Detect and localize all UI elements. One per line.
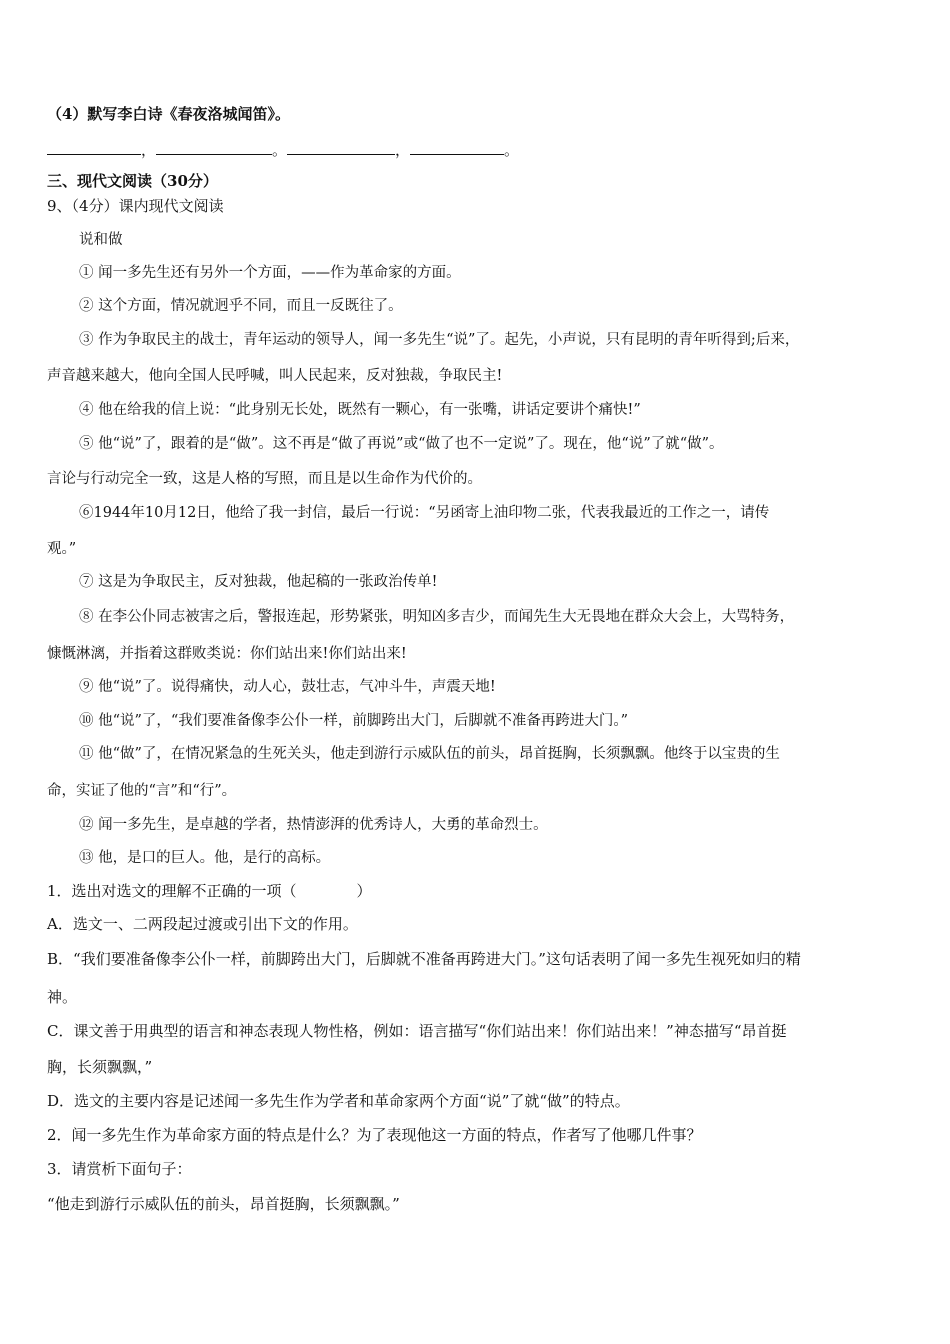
paragraph-12: ⑫ 闻一多先生，是卓越的学者，热情澎湃的优秀诗人，大勇的革命烈士。 [79, 817, 548, 833]
paragraph-2: ② 这个方面，情况就迥乎不同，而且一反既往了。 [79, 298, 403, 314]
paragraph-1: ① 闻一多先生还有另外一个方面，——作为革命家的方面。 [79, 265, 461, 281]
paragraph-11: ⑪ 他“做”了，在情况紧急的生死关头，他走到游行示威队伍的前头，昂首挺胸，长须飘飘。他终于以宝贵的生 [79, 746, 780, 762]
paragraph-13: ⑬ 他，是口的巨人。他，是行的高标。 [79, 850, 331, 866]
paragraph-7: ⑦ 这是为争取民主，反对独裁，他起稿的一张政治传单! [79, 574, 438, 590]
paragraph-8: ⑧ 在李公仆同志被害之后，警报连起，形势紧张，明知凶多吉少，而闻先生大无畏地在群众大会上，大骂特务， [79, 609, 795, 625]
sub-question-3: 3．请赏析下面句子： [47, 1160, 192, 1178]
paragraph-10: ⑩ 他“说”了，“我们要准备像李公仆一样，前脚跨出大门，后脚就不准备再跨进大门。” [79, 713, 629, 729]
paragraph-3-cont: 声音越来越大，他向全国人民呼喊，叫人民起来，反对独裁，争取民主! [47, 368, 503, 384]
blank-separator: ， [141, 141, 157, 159]
paragraph-6-cont: 观。” [47, 541, 77, 557]
paragraph-9: ⑨ 他“说”了。说得痛快，动人心，鼓壮志，气冲斗牛，声震天地! [79, 679, 496, 695]
question-9-title: 9、（4分）课内现代文阅读 [47, 197, 224, 215]
paragraph-8-cont: 慷慨淋漓，并指着这群败类说：你们站出来!你们站出来! [47, 646, 407, 662]
sub-question-2: 2．闻一多先生作为革命家方面的特点是什么？为了表现他这一方面的特点，作者写了他哪几件事？ [47, 1126, 702, 1144]
paragraph-6: ⑥1944年10月12日，他给了我一封信，最后一行说：“另函寄上油印物二张，代表我最近的工作之一，请传 [79, 505, 770, 521]
answer-blank-2[interactable] [156, 140, 272, 155]
paragraph-5: ⑤ 他“说”了，跟着的是“做”。这不再是“做了再说”或“做了也不一定说”了。现在，他“说”了就“做”。 [79, 436, 724, 452]
sub-question-1: 1．选出对选文的理解不正确的一项（ ） [47, 882, 372, 900]
blank-separator: 。 [272, 141, 288, 159]
quoted-sentence: “他走到游行示威队伍的前头，昂首挺胸，长须飘飘。” [47, 1195, 400, 1213]
option-a[interactable]: A．选文一、二两段起过渡或引出下文的作用。 [47, 915, 358, 933]
paragraph-11-cont: 命，实证了他的“言”和“行”。 [47, 783, 237, 799]
paragraph-4: ④ 他在给我的信上说：“此身别无长处，既然有一颗心，有一张嘴，讲话定要讲个痛快!” [79, 402, 641, 418]
section-3-title: 三、现代文阅读（30分） [47, 172, 218, 190]
paragraph-5-cont: 言论与行动完全一致，这是人格的写照，而且是以生命作为代价的。 [47, 471, 482, 487]
option-c-cont: 胸，长须飘飘，” [47, 1058, 153, 1076]
option-c[interactable]: C．课文善于用典型的语言和神态表现人物性格，例如：语言描写“你们站出来！你们站出来！”神态描写“昂首挺 [47, 1022, 787, 1040]
q4-answer-blanks [47, 140, 519, 160]
option-b[interactable]: B．“我们要准备像李公仆一样，前脚跨出大门，后脚就不准备再跨进大门。”这句话表明了闻一多先生视死如归的精 [47, 950, 801, 968]
answer-blank-4[interactable] [410, 140, 504, 155]
passage-title: 说和做 [79, 232, 123, 248]
option-b-cont: 神。 [47, 988, 78, 1006]
answer-blank-1[interactable] [47, 140, 141, 155]
q4-title: （4）默写李白诗《春夜洛城闻笛》。 [47, 105, 290, 123]
paragraph-3: ③ 作为争取民主的战士，青年运动的领导人，闻一多先生“说”了。起先，小声说，只有昆明的青年听得到;后来， [79, 332, 800, 348]
blank-separator: 。 [504, 141, 520, 159]
answer-blank-3[interactable] [287, 140, 395, 155]
option-d[interactable]: D．选文的主要内容是记述闻一多先生作为学者和革命家两个方面“说”了就“做”的特点。 [47, 1092, 630, 1110]
blank-separator: ， [395, 141, 411, 159]
